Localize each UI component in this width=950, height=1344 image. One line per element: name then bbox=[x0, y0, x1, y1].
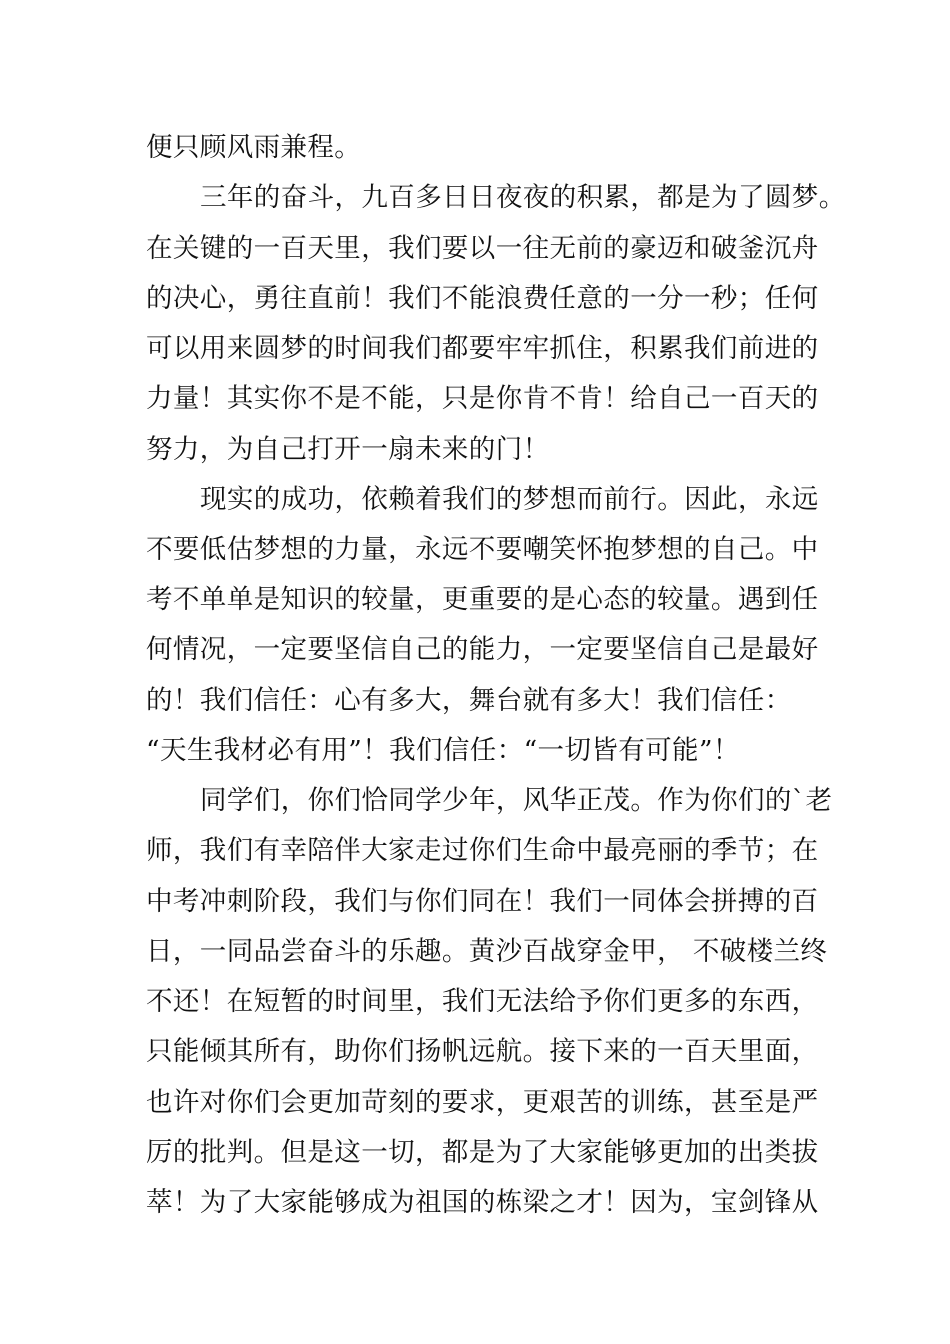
paragraph-first-line: 同学们，你们恰同学少年，风华正茂。作为你们的`老 bbox=[200, 785, 833, 816]
text-line: 师，我们有幸陪伴大家走过你们生命中最亮丽的季节；在 bbox=[146, 835, 819, 866]
text-line: 的！我们信任：心有多大，舞台就有多大！我们信任： bbox=[146, 685, 792, 716]
text-line: 考不单单是知识的较量，更重要的是心态的较量。遇到任 bbox=[146, 584, 819, 615]
paragraph-first-line: 三年的奋斗，九百多日日夜夜的积累，都是为了圆梦。 bbox=[200, 182, 846, 213]
text-line: 萃！为了大家能够成为祖国的栋梁之才！因为，宝剑锋从 bbox=[146, 1187, 819, 1218]
paragraph-first-line: 现实的成功，依赖着我们的梦想而前行。因此，永远 bbox=[200, 484, 819, 515]
text-line: “天生我材必有用”！我们信任：“一切皆有可能”！ bbox=[146, 735, 740, 766]
text-line: 可以用来圆梦的时间我们都要牢牢抓住，积累我们前进的 bbox=[146, 333, 819, 364]
text-line: 在关键的一百天里，我们要以一往无前的豪迈和破釜沉舟 bbox=[146, 233, 819, 264]
text-line: 只能倾其所有，助你们扬帆远航。接下来的一百天里面， bbox=[146, 1036, 819, 1067]
text-line: 何情况，一定要坚信自己的能力，一定要坚信自己是最好 bbox=[146, 634, 819, 665]
text-line: 不要低估梦想的力量，永远不要嘲笑怀抱梦想的自己。中 bbox=[146, 534, 819, 565]
text-line: 便只顾风雨兼程。 bbox=[146, 132, 362, 163]
text-line: 也许对你们会更加苛刻的要求，更艰苦的训练，甚至是严 bbox=[146, 1087, 819, 1118]
text-line: 日，一同品尝奋斗的乐趣。黄沙百战穿金甲， 不破楼兰终 bbox=[146, 936, 828, 967]
text-line: 中考冲刺阶段，我们与你们同在！我们一同体会拼搏的百 bbox=[146, 886, 819, 917]
text-line: 不还！在短暂的时间里，我们无法给予你们更多的东西， bbox=[146, 986, 819, 1017]
text-line: 的决心，勇往直前！我们不能浪费任意的一分一秒；任何 bbox=[146, 283, 819, 314]
text-line: 力量！其实你不是不能，只是你肯不肯！给自己一百天的 bbox=[146, 383, 819, 414]
text-line: 努力，为自己打开一扇未来的门！ bbox=[146, 434, 550, 465]
text-line: 厉的批判。但是这一切，都是为了大家能够更加的出类拔 bbox=[146, 1137, 819, 1168]
